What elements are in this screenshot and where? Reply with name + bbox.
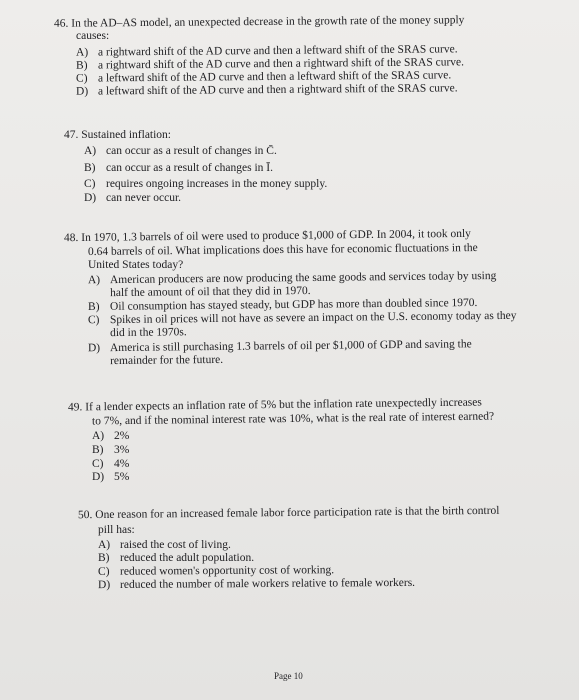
- option-text: can never occur.: [106, 192, 182, 204]
- option-letter: C): [92, 458, 104, 470]
- option-text: reduced the number of male workers relative to female workers.: [119, 576, 416, 591]
- option-a[interactable]: [84, 145, 277, 158]
- question-number: 47.: [64, 129, 79, 141]
- question-text-line: pill has:: [98, 524, 135, 536]
- option-letter: D): [84, 192, 97, 204]
- option-letter: B): [98, 552, 110, 564]
- option-text: Oil consumption has stayed steady, but GDP has more than doubled since 1970.: [109, 296, 478, 313]
- option-d[interactable]: [92, 471, 129, 484]
- option-text: reduced the adult population.: [120, 552, 255, 564]
- option-text: 3%: [114, 444, 130, 456]
- question-text-line: Sustained inflation:: [81, 129, 172, 141]
- question-number: 46.: [53, 17, 69, 30]
- option-letter: A): [75, 46, 89, 59]
- option-letter: B): [75, 59, 88, 72]
- option-text: 5%: [114, 471, 130, 483]
- option-text: raised the cost of living.: [120, 539, 231, 551]
- option-d[interactable]: [98, 577, 415, 592]
- option-text: 4%: [114, 458, 130, 470]
- question-text-line: In 1970, 1.3 barrels of oil were used to produce $1,000 of GDP. In 2004, it took only: [81, 227, 471, 244]
- option-letter: B): [87, 300, 100, 314]
- option-letter: C): [97, 565, 110, 578]
- option-letter: D): [87, 342, 101, 355]
- option-c[interactable]: [92, 458, 129, 471]
- option-c[interactable]: [88, 310, 528, 341]
- option-text: can occur as a result of changes in C̄.: [106, 145, 277, 157]
- question-text-line: If a lender expects an inflation rate of 5% but the inflation rate unexpectedly increases: [85, 396, 482, 414]
- option-text: can occur as a result of changes in Ī.: [106, 162, 273, 174]
- option-a[interactable]: [88, 270, 528, 301]
- option-letter: A): [98, 539, 111, 551]
- option-letter: D): [92, 471, 105, 483]
- question-text-line: In the AD–AS model, an unexpected decrease in the growth rate of the money supply: [71, 14, 465, 30]
- question-stem: [54, 14, 464, 31]
- question-stem: [64, 129, 171, 142]
- question-number: 50.: [77, 509, 93, 522]
- option-letter: A): [87, 274, 101, 287]
- option-text: a rightward shift of the AD curve and then a leftward shift of the SRAS curve.: [97, 43, 458, 59]
- question-text-line: 0.64 barrels of oil. What implications does this have for economic fluctuations in the: [87, 241, 478, 259]
- option-d[interactable]: [76, 82, 458, 98]
- option-b[interactable]: [98, 552, 254, 565]
- option-d[interactable]: [88, 338, 528, 369]
- question-text-line: causes:: [76, 30, 110, 42]
- option-d[interactable]: [84, 192, 181, 205]
- option-text: Spikes in oil prices will not have as severe an impact on the U.S. economy today as they did in the 1970s.: [109, 309, 517, 340]
- page-number: Page 10: [274, 671, 303, 681]
- option-letter: C): [84, 178, 96, 190]
- option-text: America is still purchasing 1.3 barrels of oil per $1,000 of GDP and saving the remainder for the future.: [109, 338, 472, 368]
- question-number: 48.: [63, 231, 79, 245]
- question-stem: [78, 505, 500, 522]
- option-letter: B): [92, 444, 104, 456]
- option-b[interactable]: [84, 162, 273, 175]
- option-letter: D): [97, 579, 111, 592]
- option-text: a leftward shift of the AD curve and then a rightward shift of the SRAS curve.: [97, 82, 458, 98]
- option-text: reduced women's opportunity cost of working.: [119, 564, 335, 578]
- option-c[interactable]: [98, 564, 334, 579]
- option-letter: A): [92, 430, 105, 442]
- question-text-line: to 7%, and if the nominal interest rate was 10%, what is the real rate of interest earned?: [91, 410, 495, 428]
- option-letter: C): [87, 314, 100, 327]
- option-letter: C): [75, 72, 88, 85]
- option-text: a leftward shift of the AD curve and then a leftward shift of the SRAS curve.: [97, 69, 452, 85]
- option-letter: A): [84, 145, 97, 157]
- option-text: requires ongoing increases in the money supply.: [106, 178, 328, 190]
- question-number: 49.: [67, 401, 83, 414]
- option-b[interactable]: [92, 444, 129, 457]
- option-a[interactable]: [92, 430, 129, 443]
- option-text: a rightward shift of the AD curve and then a rightward shift of the SRAS curve.: [97, 56, 465, 72]
- option-letter: D): [75, 85, 89, 98]
- question-text-line: United States today?: [88, 259, 184, 271]
- option-text: American producers are now producing the same goods and services today by using half the amount of oil that they did in 1970.: [109, 270, 497, 300]
- question-text-line: One reason for an increased female labor force participation rate is that the birth control: [95, 504, 500, 522]
- option-text: 2%: [114, 430, 130, 442]
- option-c[interactable]: [84, 178, 327, 191]
- option-letter: B): [84, 162, 96, 174]
- option-a[interactable]: [98, 539, 231, 552]
